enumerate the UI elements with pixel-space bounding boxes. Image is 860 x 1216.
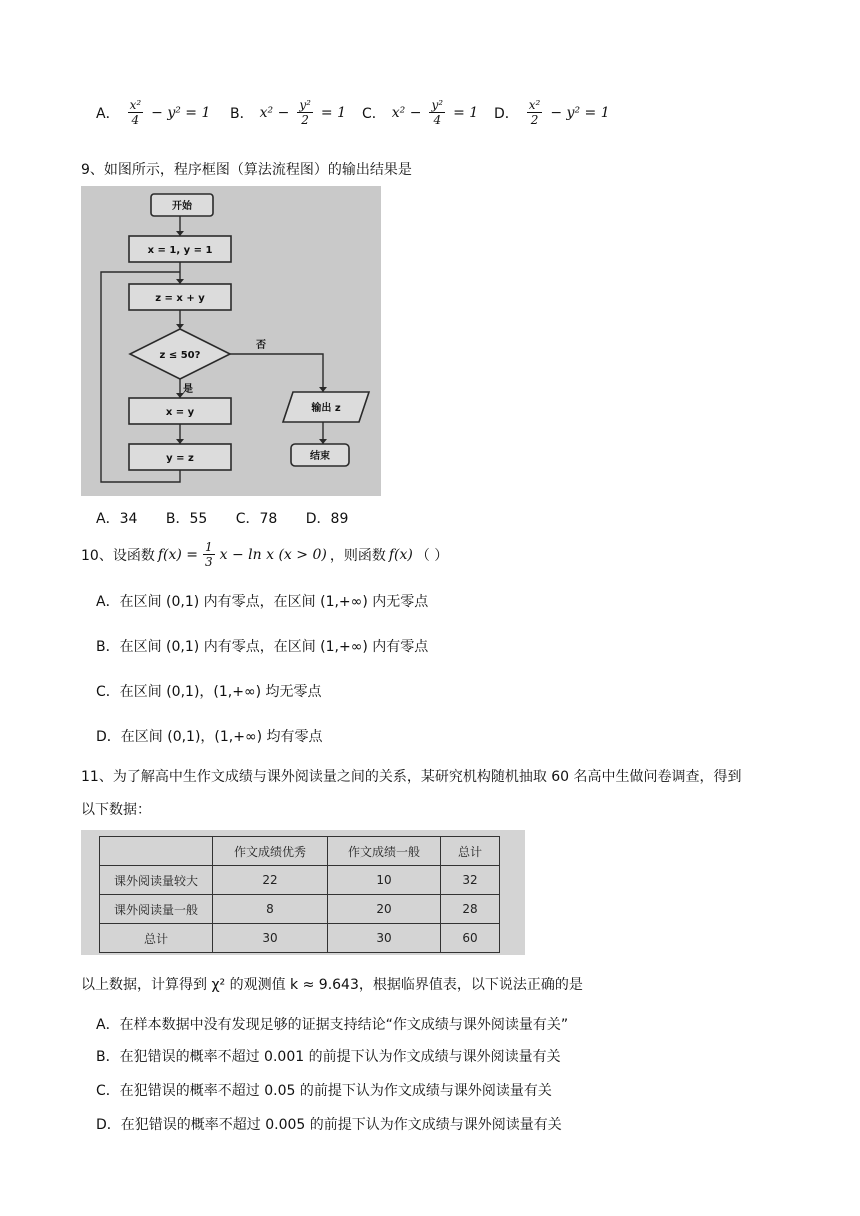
table-cell: 30 [213,924,328,953]
data-table [99,836,500,953]
table-cell: 30 [328,924,441,953]
flowchart-assign-y-label: y = z [166,453,194,464]
q8-option-c: C． x² − $\frac{\text{y²}}{4}$ = 1 [362,98,479,127]
table-cell: 课外阅读量一般 [100,895,213,924]
fraction: $\frac{\text{y²}}{4}$ [431,98,444,127]
q9-stem: 9、如图所示，程序框图（算法流程图）的输出结果是 [81,162,412,178]
q8-option-a: A． $\frac{\text{x²}}{4}$ − y² = 1 [96,98,211,127]
q10-option-d: D．在区间 (0,1)，(1,+∞) 均有零点 [96,729,323,745]
table-row [100,924,500,953]
table-cell: 8 [213,895,328,924]
table-cell: 28 [441,895,500,924]
fraction: $\frac{1}{3}$ [205,540,213,569]
q11-stem-line2: 以下数据： [81,802,151,818]
table-cell [100,837,213,866]
table-cell: 32 [441,866,500,895]
q11-option-c: C．在犯错误的概率不超过 0.05 的前提下认为作文成绩与课外阅读量有关 [96,1083,552,1099]
flowchart-image [81,186,381,496]
flowchart-assign-x-label: x = y [165,407,195,418]
table-cell: 作文成绩优秀 [213,837,328,866]
flowchart-diagram [81,186,381,496]
q9-options [96,508,348,528]
table-row [100,866,500,895]
q11-stem-line1: 11、为了解高中生作文成绩与课外阅读量之间的关系，某研究机构随机抽取 60 名高中生做问卷调查，得到 [81,769,742,785]
q9-option-d: D．89 [305,511,349,527]
flowchart-start-label: 开始 [172,201,192,212]
q8-option-d: D． $\frac{\text{x²}}{2}$ − y² = 1 [494,98,610,127]
data-table-image [81,830,525,955]
q8-option-b: B． x² − $\frac{\text{y²}}{2}$ = 1 [230,98,346,127]
q11-option-d: D．在犯错误的概率不超过 0.005 的前提下认为作文成绩与课外阅读量有关 [96,1117,562,1133]
q9-option-a: A．34 [96,511,138,527]
q11-option-b: B．在犯错误的概率不超过 0.001 的前提下认为作文成绩与课外阅读量有关 [96,1049,561,1065]
table-cell: 10 [328,866,441,895]
flowchart-yes-label: 是 [183,384,193,395]
q10-option-a: A．在区间 (0,1) 内有零点，在区间 (1,+∞) 内无零点 [96,594,429,610]
table-cell: 22 [213,866,328,895]
table-cell: 总计 [441,837,500,866]
flowchart-output-label: 输出 z [311,403,341,414]
table-cell: 60 [441,924,500,953]
q11-option-a: A．在样本数据中没有发现足够的证据支持结论“作文成绩与课外阅读量有关” [96,1017,569,1033]
fraction: $\frac{\text{y²}}{2}$ [299,98,311,127]
fraction: $\frac{\text{x²}}{2}$ [528,98,541,127]
q8-options [96,98,796,138]
q9-option-c: C．78 [235,511,278,527]
table-cell: 课外阅读量较大 [100,866,213,895]
table-cell: 总计 [100,924,213,953]
q10-option-b: B．在区间 (0,1) 内有零点，在区间 (1,+∞) 内有零点 [96,639,429,655]
flowchart-condition-label: z ≤ 50? [159,350,201,361]
table-cell: 20 [328,895,441,924]
q10-option-c: C．在区间 (0,1)，(1,+∞) 均无零点 [96,684,322,700]
flowchart-assign-z-label: z = x + y [155,293,205,304]
q11-after-table: 以上数据，计算得到 χ² 的观测值 k ≈ 9.643，根据临界值表，以下说法正确的是 [81,977,583,993]
fraction: $\frac{\text{x²}}{4}$ [129,98,142,127]
q10-stem: 10、设函数 f(x) = $\frac{1}{3}$ x − ln x (x > 0) ，则函数 f(x) （ ） [81,540,449,569]
table-row [100,895,500,924]
flowchart-end-label: 结束 [310,451,330,462]
table-cell: 作文成绩一般 [328,837,441,866]
q9-option-b: B．55 [165,511,208,527]
flowchart-init-label: x = 1, y = 1 [147,245,213,256]
flowchart-no-label: 否 [256,340,266,351]
table-header-row [100,837,500,866]
